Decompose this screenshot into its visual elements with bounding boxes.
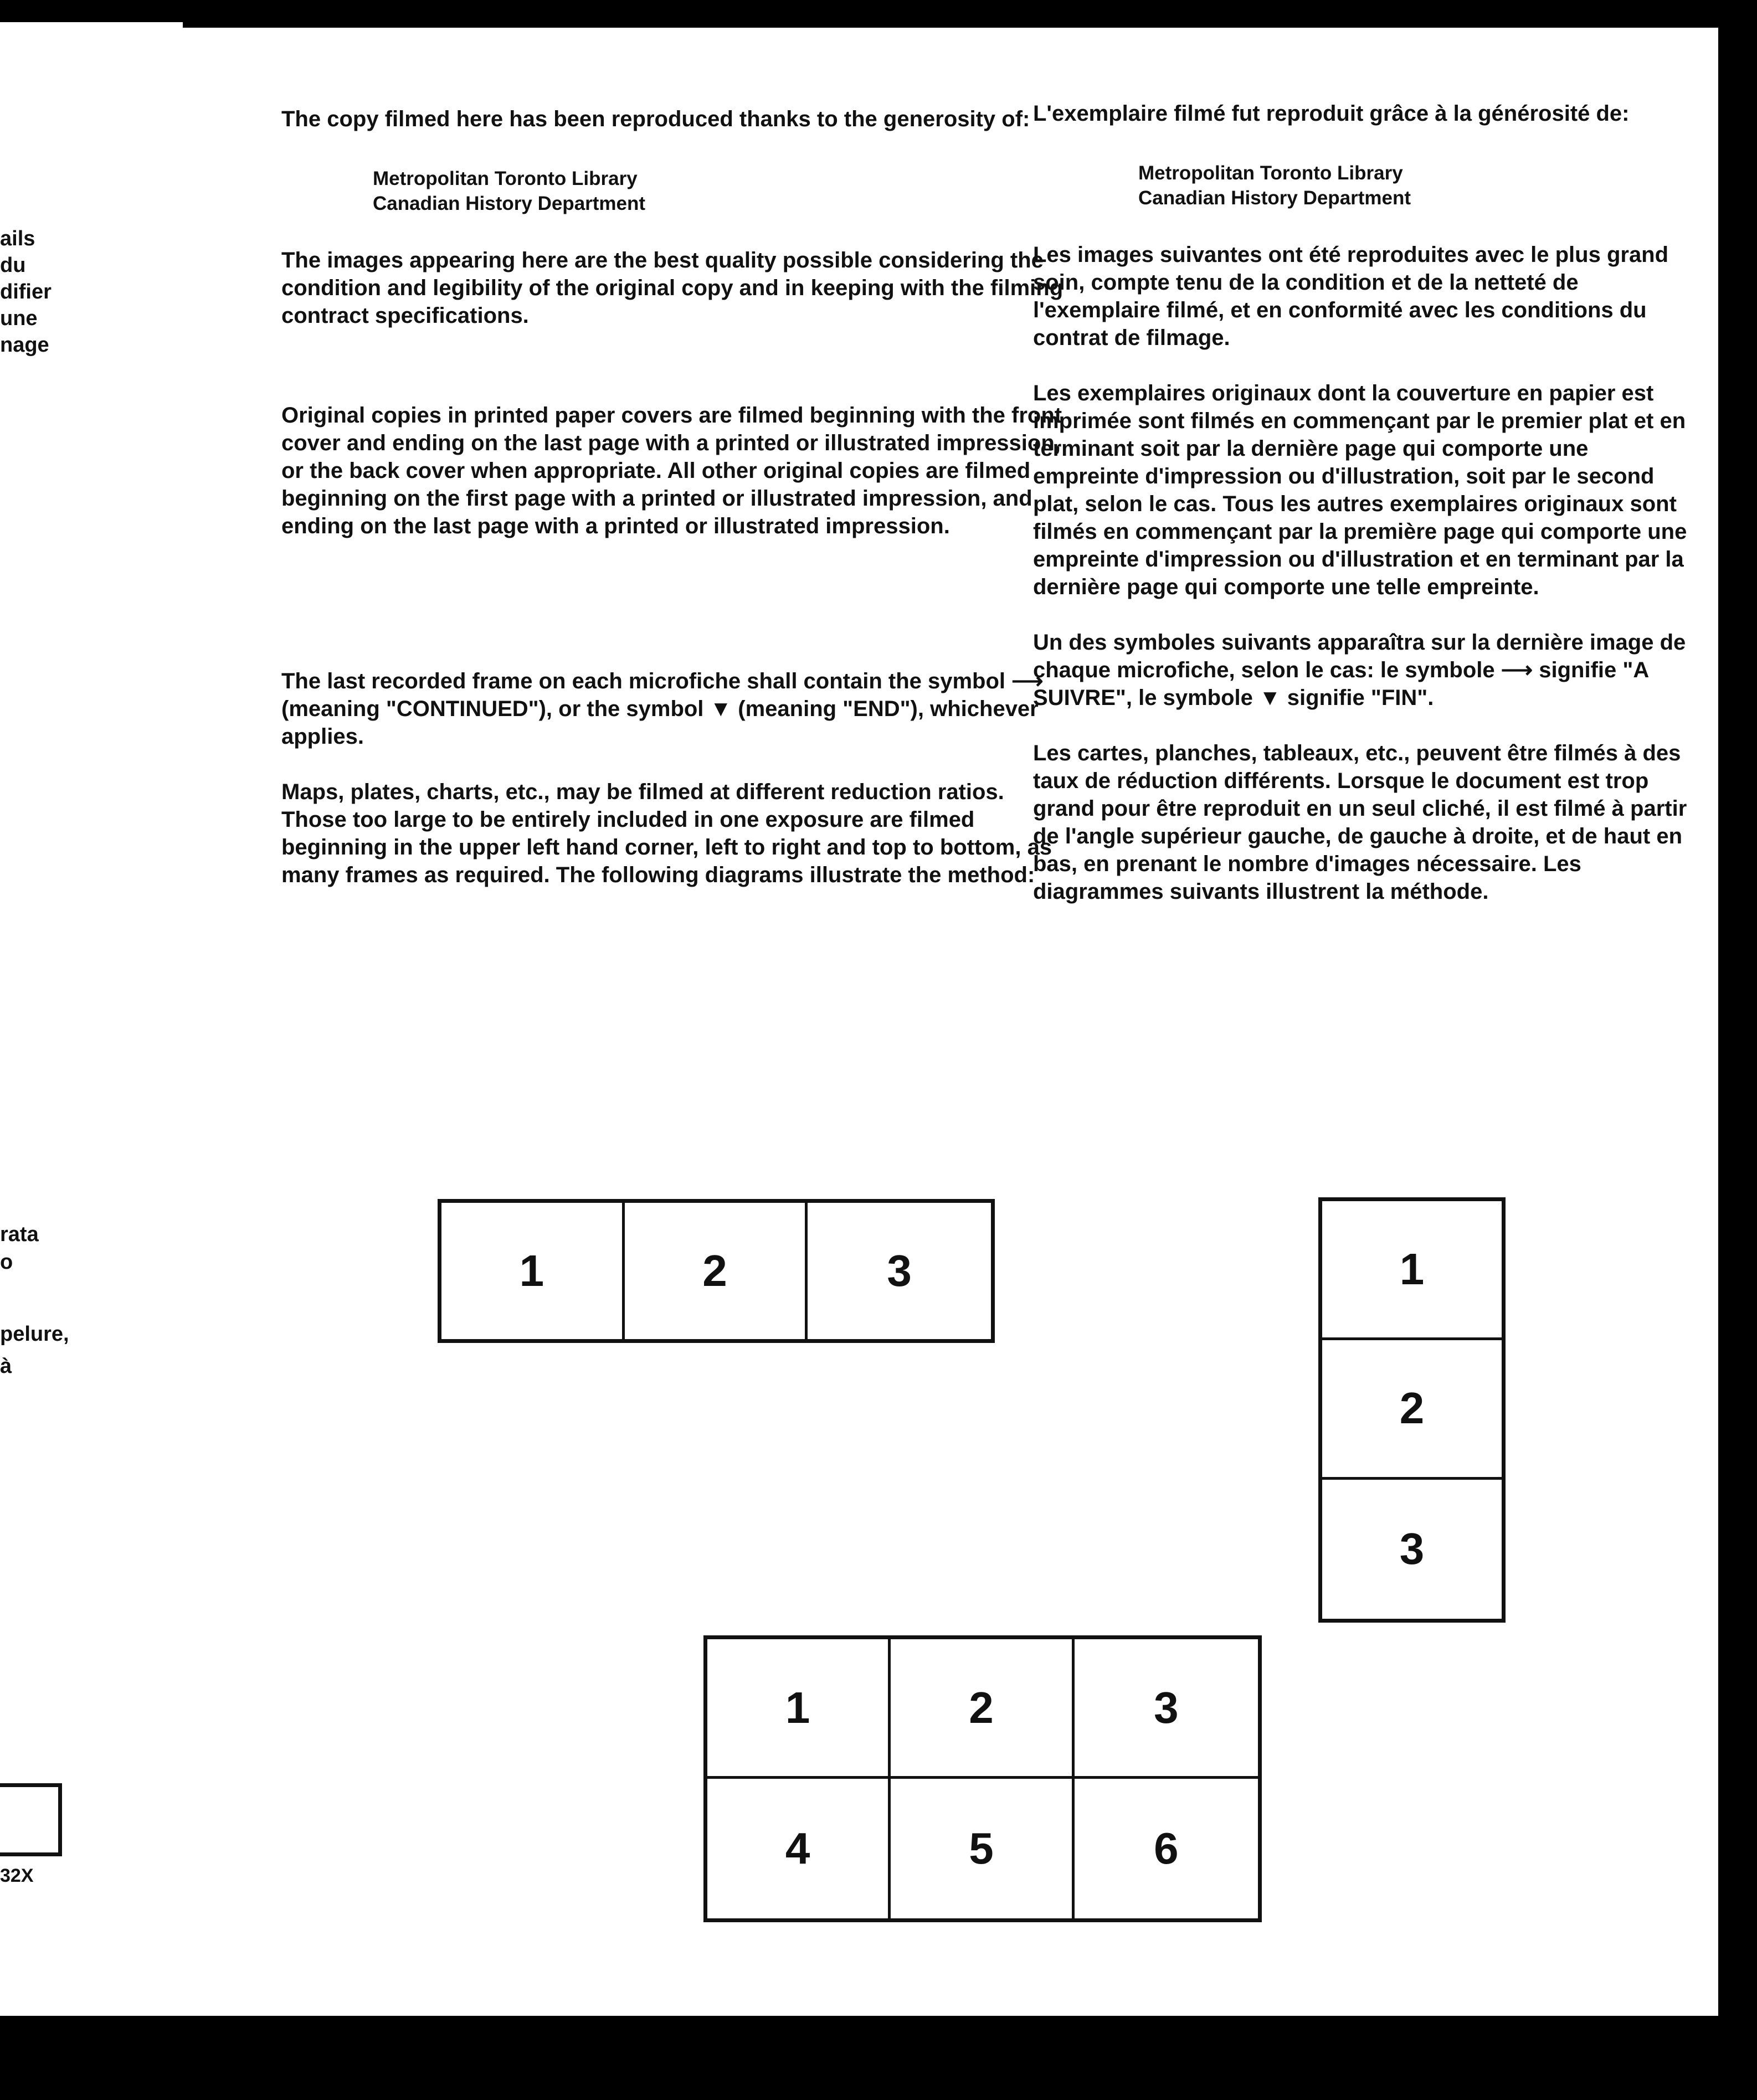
left-fragment-text: du bbox=[0, 254, 26, 277]
grid-frame-diagram bbox=[703, 1635, 1262, 1922]
french-maps-paragraph: Les cartes, planches, tableaux, etc., peuvent être filmés à des taux de réduction différents. Lorsque le document est trop grand pour être reproduit en un seul cliché, il est filmé à partir de l'angle supérieur gauche, de gauche à droite, et de haut en bas, en prenant le nombre d'images nécessaire. Les diagrammes suivants illustrent la méthode. bbox=[1033, 741, 1687, 904]
symbol-text: (meaning "END"), whichever applies. bbox=[281, 697, 1039, 749]
continued-arrow-icon: ⟶ bbox=[1011, 669, 1044, 693]
french-column bbox=[1033, 100, 1698, 905]
frame-cell: 6 bbox=[1154, 1824, 1179, 1873]
english-symbol-paragraph bbox=[281, 667, 1073, 750]
french-intro: L'exemplaire filmé fut reproduit grâce à la générosité de: bbox=[1033, 101, 1630, 126]
frame-cell: 1 bbox=[1322, 1201, 1502, 1340]
frame-cell: 3 bbox=[1399, 1524, 1425, 1574]
end-triangle-icon: ▼ bbox=[710, 697, 732, 721]
library-department: Canadian History Department bbox=[1138, 187, 1411, 209]
frame-cell: 2 bbox=[891, 1639, 1074, 1779]
left-fragment-text: difier bbox=[0, 280, 52, 303]
left-fragment-label: 32X bbox=[0, 1865, 34, 1886]
left-fragment-box bbox=[0, 1783, 62, 1856]
french-originals-paragraph: Les exemplaires originaux dont la couverture en papier est imprimée sont filmés en commençant par le premier plat et en terminant soit par la dernière page qui comporte une empreinte d'impression ou d'illustration, soit par le second plat, selon le cas. Tous les autres exemplaires originaux sont filmés en commençant par la première page qui comporte une empreinte d'impression ou d'illustration et en terminant par la dernière page qui comporte une telle empreinte. bbox=[1033, 381, 1687, 599]
french-library bbox=[1138, 161, 1698, 210]
english-intro: The copy filmed here has been reproduced thanks to the generosity of: bbox=[281, 107, 1030, 131]
library-department: Canadian History Department bbox=[373, 193, 646, 214]
left-fragment-text: rata bbox=[0, 1223, 39, 1246]
library-name: Metropolitan Toronto Library bbox=[373, 168, 638, 189]
english-originals-paragraph: Original copies in printed paper covers are filmed beginning with the front cover and ending on the last page with a printed or illustrated impression, or the back cover when appropriate. All other original copies are filmed beginning on the first page with a printed or illustrated impression, and ending on the last page with a printed or illustrated impression. bbox=[281, 403, 1062, 538]
library-name: Metropolitan Toronto Library bbox=[1138, 162, 1403, 184]
english-images-paragraph: The images appearing here are the best quality possible considering the condition and legibility of the original copy and in keeping with the filming contract specifications. bbox=[281, 248, 1064, 328]
french-images-paragraph: Les images suivantes ont été reproduites avec le plus grand soin, compte tenu de la condition et de la netteté de l'exemplaire filmé, et en conformité avec les conditions du contrat de filmage. bbox=[1033, 243, 1669, 350]
frame-cell: 2 bbox=[1322, 1340, 1502, 1479]
frame-cell: 5 bbox=[891, 1779, 1074, 1918]
english-maps-paragraph: Maps, plates, charts, etc., may be filmed at different reduction ratios. Those too large to be entirely included in one exposure are filmed beginning in the upper left hand corner, left to right and top to bottom, as many frames as required. The following diagrams illustrate the method: bbox=[281, 780, 1052, 887]
left-fragment-text: à bbox=[0, 1355, 12, 1378]
english-library bbox=[373, 166, 1073, 216]
left-page-fragment bbox=[0, 22, 183, 2016]
symbol-text: (meaning "CONTINUED"), or the symbol bbox=[281, 697, 704, 721]
frame-cell: 1 bbox=[707, 1639, 891, 1779]
frame-cell: 3 bbox=[1075, 1639, 1258, 1779]
french-symbol-paragraph bbox=[1033, 629, 1698, 712]
left-fragment-text: pelure, bbox=[0, 1322, 69, 1346]
continued-arrow-icon: ⟶ bbox=[1501, 658, 1533, 682]
left-fragment-text: ails bbox=[0, 227, 35, 250]
symbol-text: signifie "FIN". bbox=[1287, 686, 1434, 710]
frame-cell: 2 bbox=[625, 1203, 808, 1339]
left-fragment-text: une bbox=[0, 307, 38, 330]
symbol-text: The last recorded frame on each microfiche shall contain the symbol bbox=[281, 669, 1006, 693]
horizontal-frame-diagram bbox=[438, 1199, 995, 1343]
end-triangle-icon: ▼ bbox=[1259, 686, 1281, 710]
symbol-text: Un des symboles suivants apparaîtra sur la dernière image de chaque microfiche, selon le cas: le symbole bbox=[1033, 630, 1686, 682]
frame-cell: 1 bbox=[441, 1203, 625, 1339]
document-page bbox=[161, 28, 1718, 2016]
vertical-frame-diagram bbox=[1318, 1197, 1506, 1623]
frame-cell: 4 bbox=[707, 1779, 891, 1918]
left-fragment-text: nage bbox=[0, 333, 49, 357]
frame-cell: 3 bbox=[887, 1246, 912, 1295]
symbol-text: signifie "A SUIVRE", le symbole bbox=[1033, 658, 1648, 710]
english-column bbox=[281, 105, 1073, 889]
left-fragment-text: o bbox=[0, 1250, 13, 1274]
scan-border bbox=[1718, 0, 1757, 2100]
